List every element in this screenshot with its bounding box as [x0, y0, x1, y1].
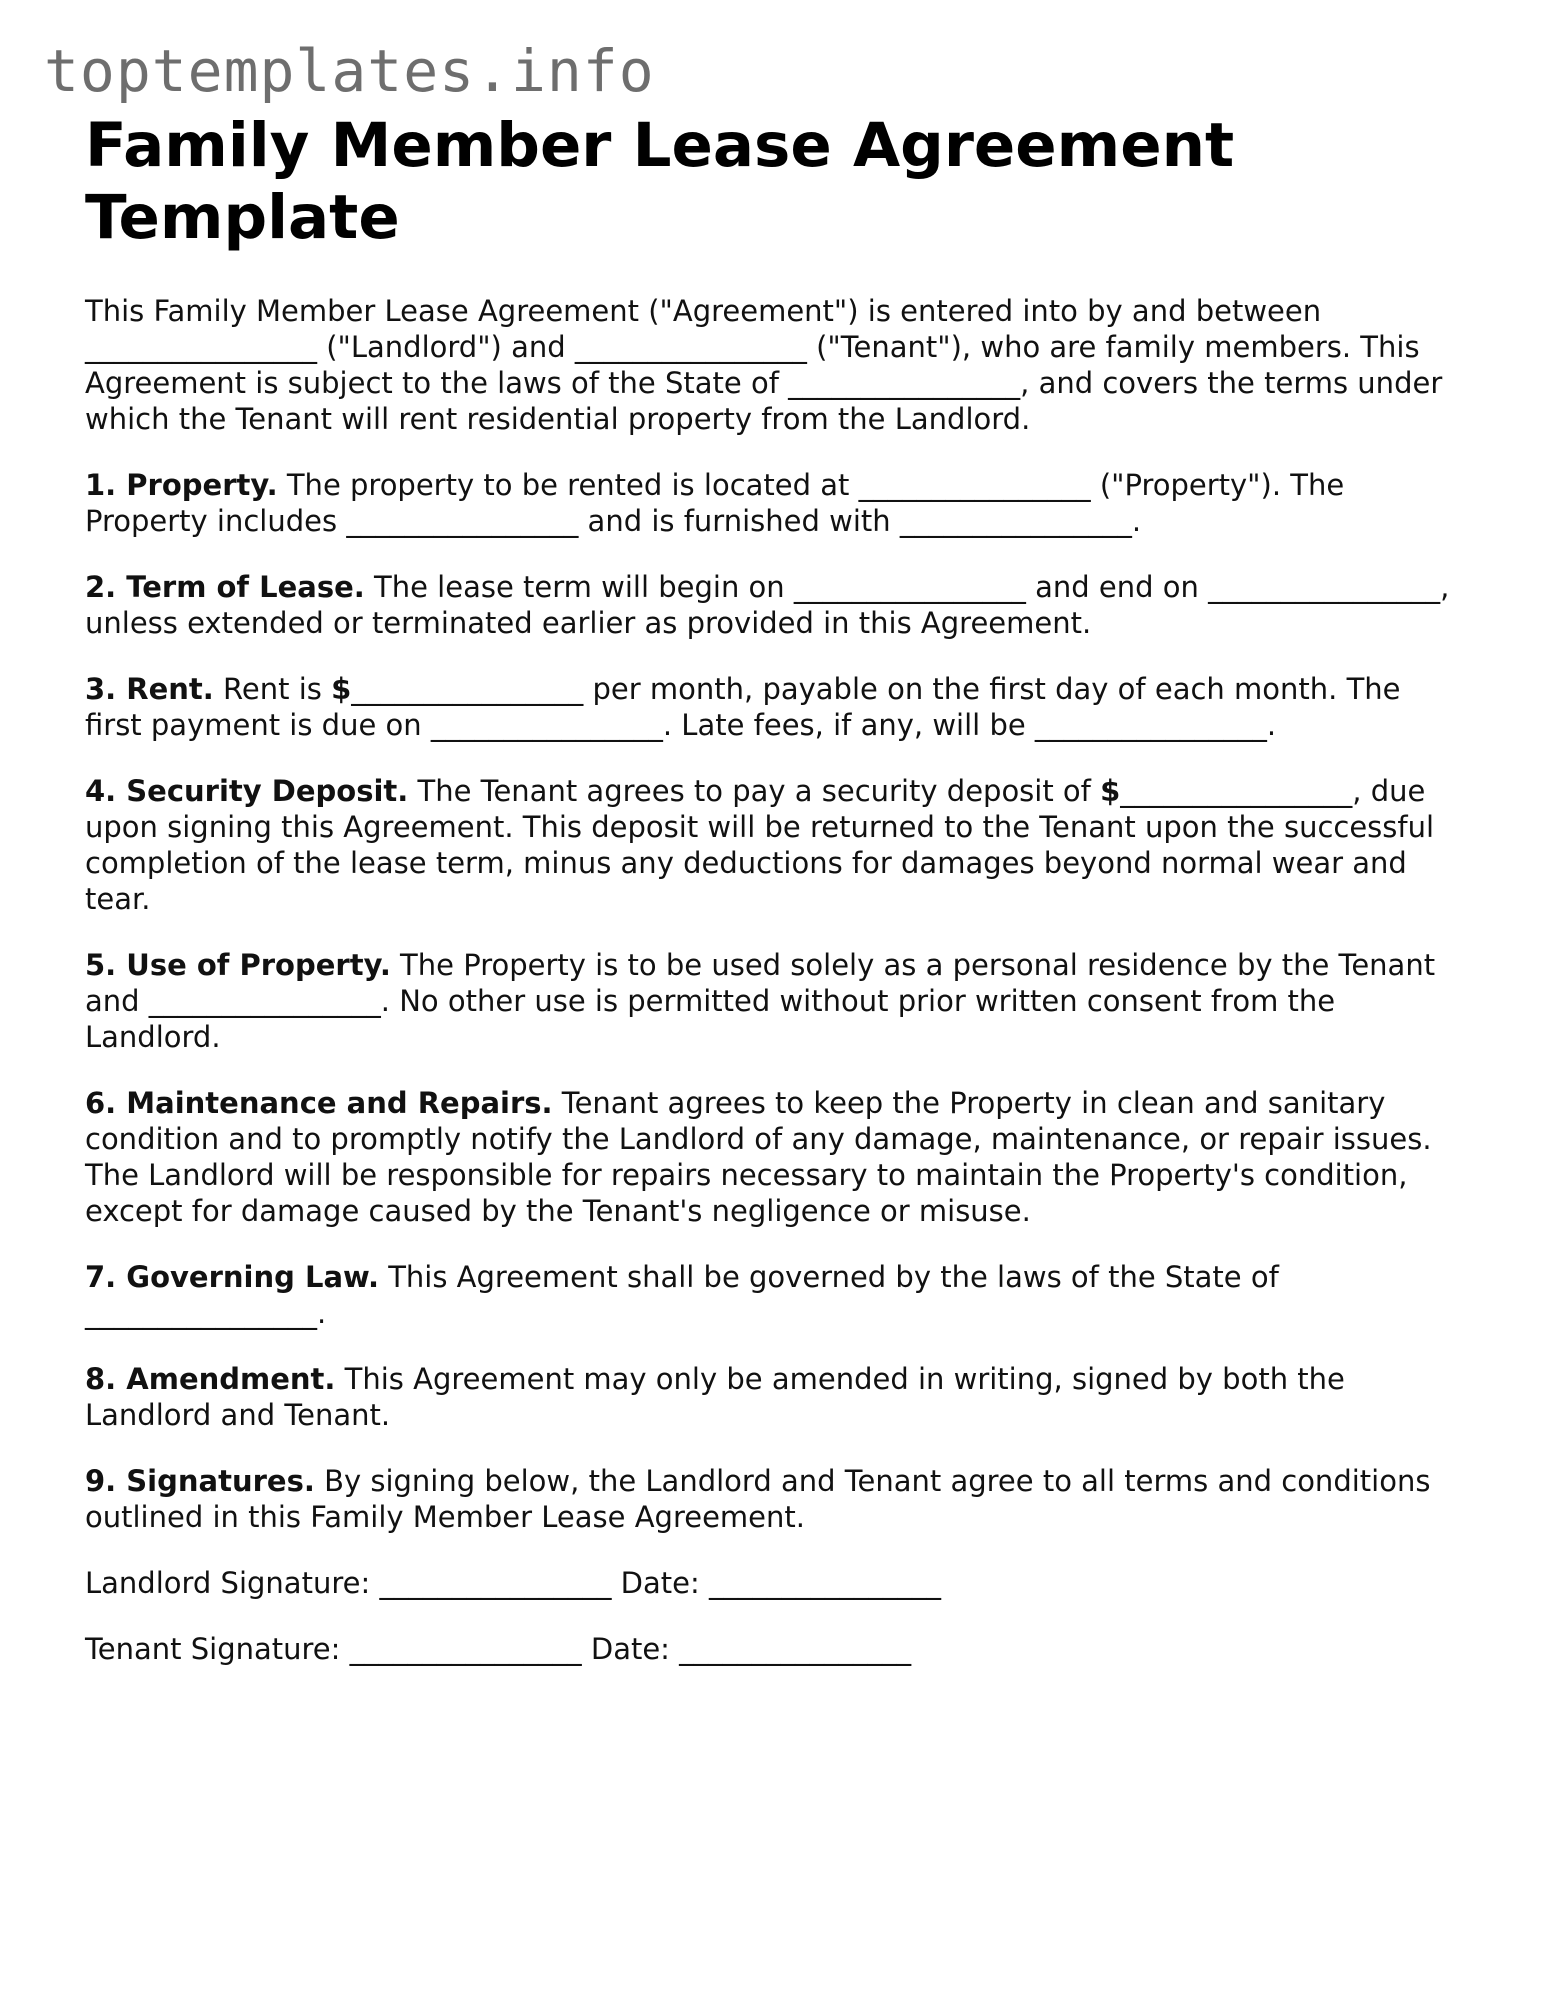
section-property	[85, 467, 1465, 539]
section-use-of-property	[85, 947, 1465, 1055]
section-maintenance-and-repairs	[85, 1085, 1465, 1229]
section-text-before: The Tenant agrees to pay a security deposit of	[408, 774, 1101, 808]
section-heading: 9. Signatures.	[85, 1464, 315, 1498]
intro-paragraph: This Family Member Lease Agreement ("Agreement") is entered into by and between ________________ ("Landlord") and ________________ ("Tenant"), who are family members. This Agreement is subject to the laws of the State of ________________, and covers the terms under which the Tenant will rent residential property from the Landlord.	[85, 294, 1452, 436]
section-heading: 5. Use of Property.	[85, 948, 391, 982]
section-heading: 6. Maintenance and Repairs.	[85, 1086, 553, 1120]
section-text: This Agreement may only be amended in writing, signed by both the Landlord and Tenant.	[85, 1362, 1355, 1432]
section-heading: 2. Term of Lease.	[85, 570, 365, 604]
section-text: ________________, due upon signing this Agreement. This deposit will be returned to the Tenant upon the successful completion of the lease term, minus any deductions for damages beyond normal wear and tear.	[85, 774, 1444, 916]
section-term-of-lease	[85, 569, 1465, 641]
section-text: The property to be rented is located at ________________ ("Property"). The Property includes ________________ and is furnished with ________________.	[85, 468, 1354, 538]
section-rent	[85, 671, 1465, 743]
section-text: By signing below, the Landlord and Tenant agree to all terms and conditions outlined in this Family Member Lease Agreement.	[85, 1464, 1440, 1534]
landlord-signature-line: Landlord Signature: ________________ Date: ________________	[85, 1566, 941, 1600]
section-heading: 3. Rent.	[85, 672, 214, 706]
section-text: The lease term will begin on ________________ and end on ________________, unless extended or terminated earlier as provided in this Agreement.	[85, 570, 1459, 640]
section-text-before: Rent is	[213, 672, 332, 706]
dollar-sign: $	[331, 672, 352, 706]
section-signatures	[85, 1463, 1465, 1535]
tenant-signature-line: Tenant Signature: ________________ Date: ________________	[85, 1632, 912, 1666]
section-heading: 4. Security Deposit.	[85, 774, 409, 808]
section-text: The Property is to be used solely as a personal residence by the Tenant and ________________. No other use is permitted without prior written consent from the Landlord.	[85, 948, 1445, 1054]
section-heading: 8. Amendment.	[85, 1362, 336, 1396]
section-heading: 1. Property.	[85, 468, 278, 502]
dollar-sign: $	[1100, 774, 1121, 808]
section-text: ________________ per month, payable on the first day of each month. The first payment is due on ________________. Late fees, if any, will be ________________.	[85, 672, 1410, 742]
section-security-deposit	[85, 773, 1465, 917]
section-governing-law	[85, 1259, 1465, 1331]
section-text: Tenant agrees to keep the Property in clean and sanitary condition and to promptly notify the Landlord of any damage, maintenance, or repair issues. The Landlord will be responsible for repairs necessary to maintain the Property's condition, except for damage caused by the Tenant's negligence or misuse.	[85, 1086, 1441, 1228]
section-amendment	[85, 1361, 1465, 1433]
document-body	[85, 293, 1465, 1697]
section-text: This Agreement shall be governed by the laws of the State of ________________.	[85, 1260, 1289, 1330]
document-title: Family Member Lease Agreement Template	[85, 110, 1235, 253]
section-heading: 7. Governing Law.	[85, 1260, 379, 1294]
watermark-text: toptemplates.info	[44, 37, 655, 105]
